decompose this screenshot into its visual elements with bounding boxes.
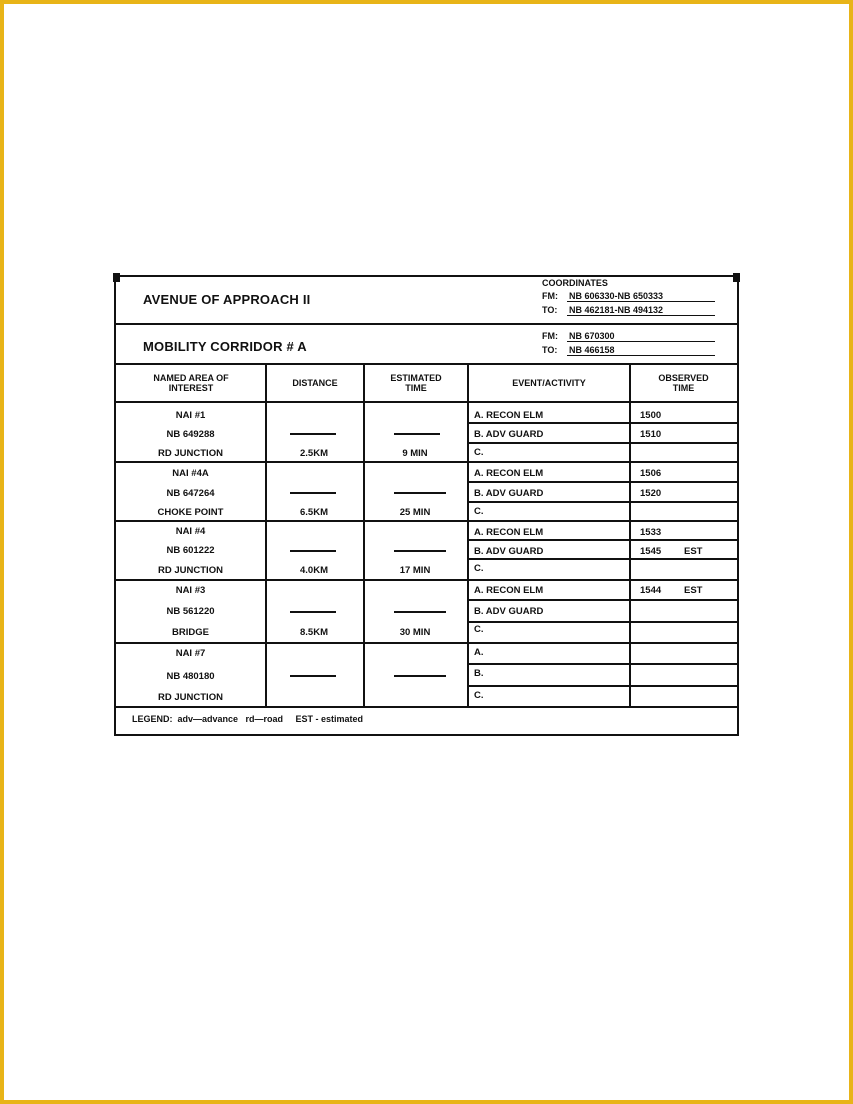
time-value: 17 MIN (399, 565, 431, 576)
event-rule (467, 599, 737, 601)
distance-value: 6.5KM (300, 507, 328, 518)
col-header-event: EVENT/ACTIVITY (468, 365, 630, 403)
observed-b: 1520 (640, 488, 662, 499)
corridor-to (542, 345, 715, 356)
event-rule (467, 442, 737, 444)
observed-a: 1544 (640, 585, 662, 596)
nai-type: RD JUNCTION (158, 448, 223, 459)
nai-id: NAI #4 (175, 526, 206, 537)
avenue-from (542, 291, 715, 302)
nai-id: NAI #3 (175, 585, 206, 596)
event-rule (467, 501, 737, 503)
event-c: C. (474, 447, 484, 458)
event-c: C. (474, 563, 484, 574)
nai-type: CHOKE POINT (157, 507, 224, 518)
nai-type: BRIDGE (172, 627, 209, 638)
blank-dash (394, 550, 446, 552)
col-header-nai: NAMED AREA OF INTEREST (116, 365, 266, 403)
to-label: TO: (542, 305, 558, 315)
avenue-header (116, 277, 737, 325)
col-divider (265, 365, 267, 708)
event-rule (467, 539, 737, 541)
event-a: A. RECON ELM (474, 527, 544, 538)
mobility-corridor-form (114, 275, 739, 736)
event-a: A. (474, 647, 484, 658)
legend: LEGEND: adv—advance rd—road EST - estimated (132, 714, 364, 724)
event-rule (467, 685, 737, 687)
blank-dash (290, 611, 336, 613)
estimated-flag: EST (684, 546, 703, 557)
group-separator (116, 579, 737, 581)
event-b: B. (474, 668, 484, 679)
nai-id: NAI #4A (172, 468, 209, 479)
to-label: TO: (542, 345, 558, 355)
event-c: C. (474, 690, 484, 701)
observed-b: 1510 (640, 429, 662, 440)
event-b: B. ADV GUARD (474, 606, 544, 617)
coordinates-title: COORDINATES (542, 278, 608, 288)
group-separator (116, 520, 737, 522)
nai-type: RD JUNCTION (158, 565, 223, 576)
nai-grid: NB 649288 (166, 429, 215, 440)
col-divider (363, 365, 365, 708)
corridor-from-value: NB 670300 (567, 331, 715, 342)
observed-a: 1533 (640, 527, 662, 538)
event-rule (467, 481, 737, 483)
nai-id: NAI #1 (175, 410, 206, 421)
avenue-to-value: NB 462181-NB 494132 (567, 305, 715, 316)
nai-grid: NB 647264 (166, 488, 215, 499)
nai-type: RD JUNCTION (158, 692, 223, 703)
from-label: FM: (542, 331, 558, 341)
col-header-observed: OBSERVED TIME (630, 365, 737, 403)
event-rule (467, 422, 737, 424)
distance-value: 8.5KM (300, 627, 328, 638)
col-header-distance: DISTANCE (266, 365, 364, 403)
corridor-from (542, 331, 715, 342)
corridor-title: MOBILITY CORRIDOR # A (143, 339, 307, 354)
observed-a: 1506 (640, 468, 662, 479)
blank-dash (290, 675, 336, 677)
event-c: C. (474, 506, 484, 517)
event-a: A. RECON ELM (474, 410, 544, 421)
observed-a: 1500 (640, 410, 662, 421)
legend-separator (116, 706, 737, 708)
blank-dash (394, 433, 440, 435)
avenue-from-value: NB 606330-NB 650333 (567, 291, 715, 302)
event-rule (467, 663, 737, 665)
event-b: B. ADV GUARD (474, 488, 544, 499)
event-rule (467, 558, 737, 560)
corridor-to-value: NB 466158 (567, 345, 715, 356)
event-b: B. ADV GUARD (474, 429, 544, 440)
avenue-title: AVENUE OF APPROACH II (143, 292, 311, 307)
estimated-flag: EST (684, 585, 703, 596)
distance-value: 2.5KM (300, 448, 328, 459)
group-separator (116, 461, 737, 463)
event-b: B. ADV GUARD (474, 546, 544, 557)
time-value: 9 MIN (402, 448, 428, 459)
from-label: FM: (542, 291, 558, 301)
col-header-est-time: ESTIMATED TIME (364, 365, 468, 403)
blank-dash (290, 492, 336, 494)
nai-grid: NB 601222 (166, 545, 215, 556)
observed-b: 1545 (640, 546, 662, 557)
group-separator (116, 642, 737, 644)
corridor-header (116, 325, 737, 365)
event-a: A. RECON ELM (474, 585, 544, 596)
blank-dash (290, 550, 336, 552)
nai-id: NAI #7 (175, 648, 206, 659)
col-divider (467, 365, 469, 708)
event-c: C. (474, 624, 484, 635)
avenue-to (542, 305, 715, 316)
col-divider (629, 365, 631, 708)
nai-grid: NB 561220 (166, 606, 215, 617)
event-a: A. RECON ELM (474, 468, 544, 479)
blank-dash (394, 611, 446, 613)
blank-dash (290, 433, 336, 435)
event-rule (467, 621, 737, 623)
time-value: 25 MIN (399, 507, 431, 518)
blank-dash (394, 492, 446, 494)
blank-dash (394, 675, 446, 677)
distance-value: 4.0KM (300, 565, 328, 576)
time-value: 30 MIN (399, 627, 431, 638)
nai-grid: NB 480180 (166, 671, 215, 682)
